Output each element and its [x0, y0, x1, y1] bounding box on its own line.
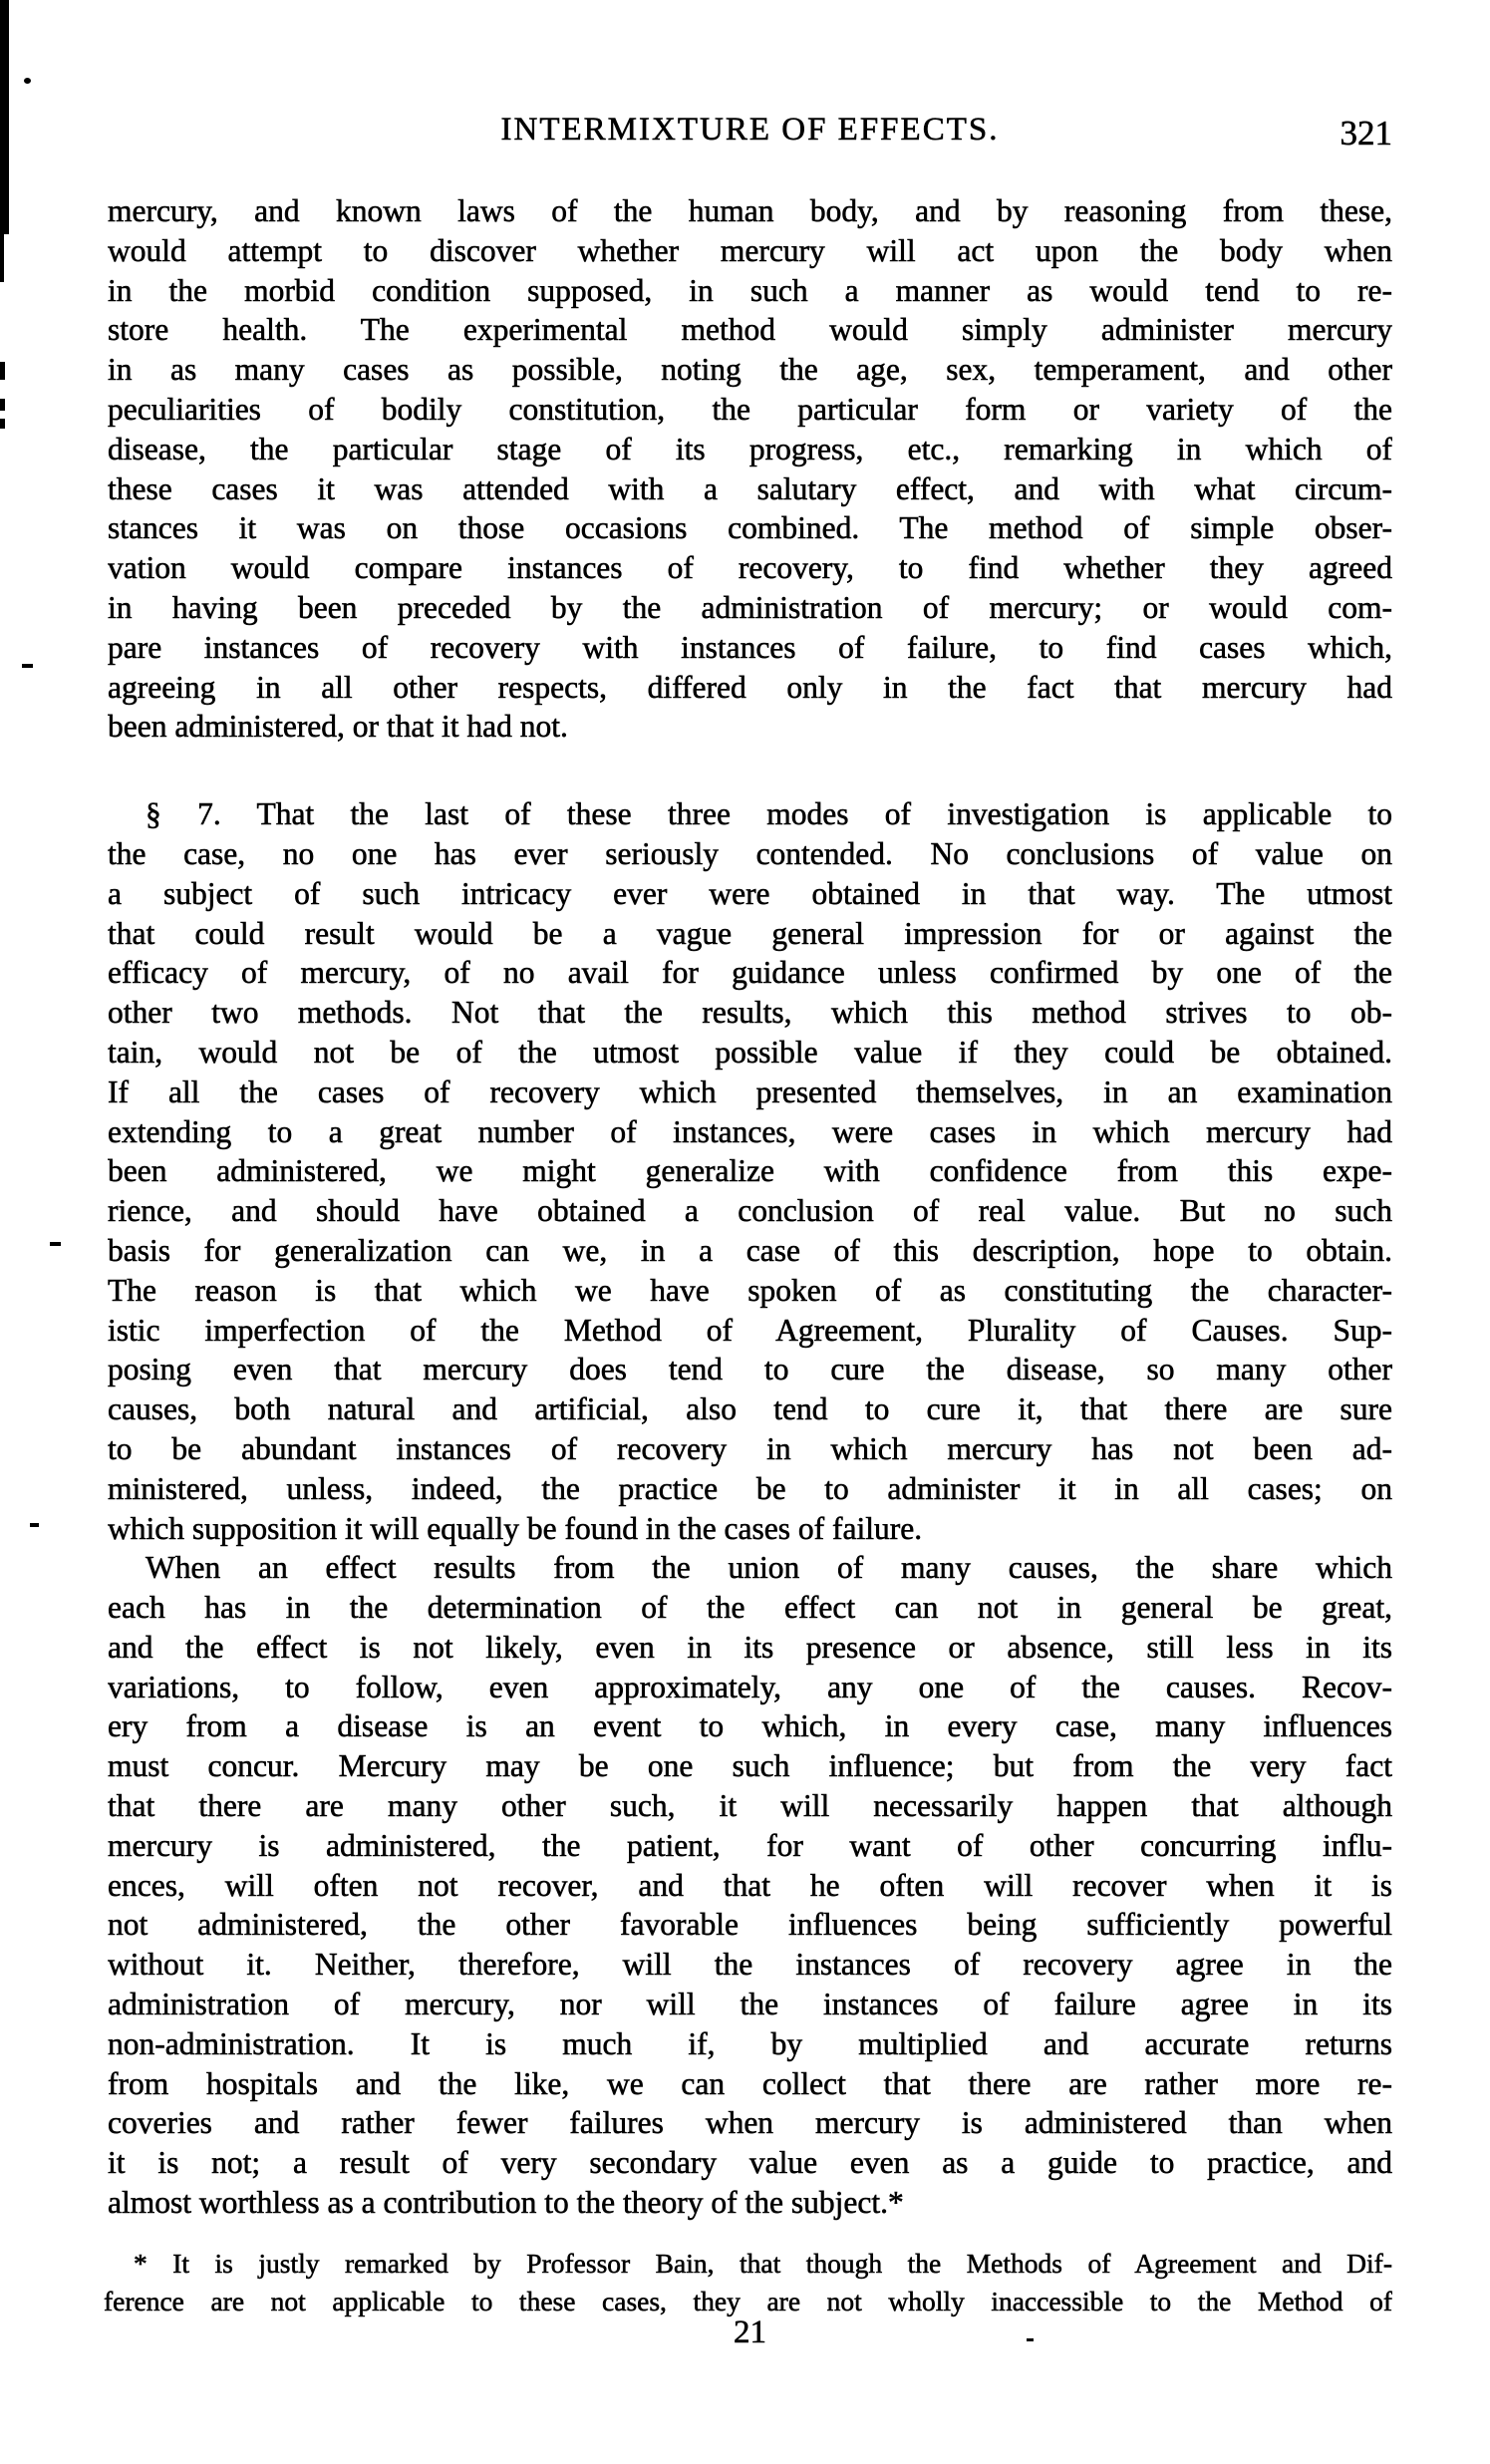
text-line: store health. The experimental method would simply administer mercury — [108, 312, 1392, 348]
text-line: When an effect results from the union of many causes, the share which — [146, 1550, 1392, 1586]
scan-artifact-bar — [0, 0, 9, 234]
text-line: disease, the particular stage of its progress, etc., remarking in which of — [108, 431, 1392, 466]
scan-artifact-bar — [0, 234, 4, 282]
text-line: and the effect is not likely, even in its presence or absence, still less in its — [108, 1629, 1392, 1665]
text-line: that could result would be a vague general impression for or against the — [108, 915, 1392, 951]
text-line: these cases it was attended with a salutary effect, and with what circum- — [108, 470, 1392, 506]
text-line: been administered, we might generalize with confidence from this expe- — [108, 1153, 1392, 1189]
text-line: posing even that mercury does tend to cure the disease, so many other — [108, 1352, 1392, 1387]
text-line: The reason is that which we have spoken of as constituting the character- — [108, 1272, 1392, 1308]
text-line: istic imperfection of the Method of Agreement, Plurality of Causes. Sup- — [108, 1312, 1392, 1348]
text-line: ery from a disease is an event to which, in every case, many influences — [108, 1708, 1392, 1744]
text-line: without it. Neither, therefore, will the instances of recovery agree in the — [108, 1947, 1392, 1983]
text-line: extending to a great number of instances, were cases in which mercury had — [108, 1113, 1392, 1149]
text-line: § 7. That the last of these three modes of investigation is applicable to — [146, 796, 1392, 832]
text-line: not administered, the other favorable influences being sufficiently powerful — [108, 1907, 1392, 1943]
text-line: basis for generalization can we, in a case of this description, hope to obtain. — [108, 1232, 1392, 1268]
text-line: mercury, and known laws of the human body, and by reasoning from these, — [108, 193, 1392, 228]
text-line: variations, to follow, even approximately, any one of the causes. Recov- — [108, 1669, 1392, 1704]
scan-artifact-dash — [50, 1242, 61, 1246]
text-line: non-administration. It is much if, by multiplied and accurate returns — [108, 2025, 1392, 2061]
text-line: * It is justly remarked by Professor Bain, that though the Methods of Agreement and Dif- — [134, 2248, 1392, 2279]
text-line: pare instances of recovery with instances of failure, to find cases which, — [108, 629, 1392, 665]
paragraph-continuation — [108, 191, 1392, 747]
paragraph-section-7 — [108, 794, 1392, 1548]
text-line: stances it was on those occasions combined. The method of simple obser- — [108, 510, 1392, 546]
text-line: from hospitals and the like, we can collect that there are rather more re- — [108, 2065, 1392, 2101]
text-line: it is not; a result of very secondary value even as a guide to practice, and — [108, 2145, 1392, 2181]
signature-mark: 21 — [734, 2314, 766, 2350]
text-line: in as many cases as possible, noting the age, sex, temperament, and other — [108, 352, 1392, 388]
scan-artifact-dash — [22, 664, 33, 668]
text-line: ference are not applicable to these cases, they are not wholly inaccessible to the Method of — [104, 2286, 1392, 2316]
text-line: in the morbid condition supposed, in such a manner as would tend to re- — [108, 272, 1392, 308]
running-head: INTERMIXTURE OF EFFECTS. — [500, 112, 1000, 148]
text-line: which supposition it will equally be found in the cases of failure. — [108, 1510, 923, 1546]
text-line: If all the cases of recovery which presented themselves, in an examination — [108, 1074, 1392, 1109]
scan-artifact-dash — [0, 362, 5, 380]
text-line: been administered, or that it had not. — [108, 709, 568, 745]
text-line: other two methods. Not that the results, which this method strives to ob- — [108, 995, 1392, 1031]
text-line: to be abundant instances of recovery in which mercury has not been ad- — [108, 1430, 1392, 1466]
text-line: the case, no one has ever seriously contended. No conclusions of value on — [108, 835, 1392, 871]
paragraph-when-an-effect — [108, 1548, 1392, 2223]
text-line: agreeing in all other respects, differed only in the fact that mercury had — [108, 669, 1392, 705]
text-line: coveries and rather fewer failures when mercury is administered than when — [108, 2105, 1392, 2141]
body-text — [108, 191, 1392, 2223]
text-line: would attempt to discover whether mercury will act upon the body when — [108, 232, 1392, 268]
text-line: ences, will often not recover, and that he often will recover when it is — [108, 1867, 1392, 1903]
text-line: a subject of such intricacy ever were obtained in that way. The utmost — [108, 875, 1392, 911]
text-line: in having been preceded by the administration of mercury; or would com- — [108, 589, 1392, 625]
text-line: each has in the determination of the effect can not in general be great, — [108, 1590, 1392, 1626]
text-line: mercury is administered, the patient, for want of other concurring influ- — [108, 1827, 1392, 1863]
text-line: vation would compare instances of recovery, to find whether they agreed — [108, 550, 1392, 586]
text-line: tain, would not be of the utmost possible value if they could be obtained. — [108, 1034, 1392, 1070]
scan-artifact-dash — [30, 1523, 39, 1527]
text-line: peculiarities of bodily constitution, the particular form or variety of the — [108, 391, 1392, 427]
scan-artifact-dash — [0, 419, 5, 429]
scan-artifact-dash — [0, 399, 5, 411]
text-line: almost worthless as a contribution to the theory of the subject.* — [108, 2185, 904, 2221]
text-line: that there are many other such, it will necessarily happen that although — [108, 1788, 1392, 1824]
text-line: rience, and should have obtained a conclusion of real value. But no such — [108, 1193, 1392, 1229]
text-line: must concur. Mercury may be one such influence; but from the very fact — [108, 1748, 1392, 1784]
text-line: causes, both natural and artificial, also tend to cure it, that there are sure — [108, 1391, 1392, 1427]
text-line: ministered, unless, indeed, the practice be to administer it in all cases; on — [108, 1470, 1392, 1506]
text-line: administration of mercury, nor will the instances of failure agree in its — [108, 1987, 1392, 2022]
page-number: 321 — [1340, 114, 1392, 153]
scan-artifact-speck — [24, 78, 31, 84]
footnote — [104, 2245, 1392, 2320]
text-line: efficacy of mercury, of no avail for guidance unless confirmed by one of the — [108, 955, 1392, 991]
